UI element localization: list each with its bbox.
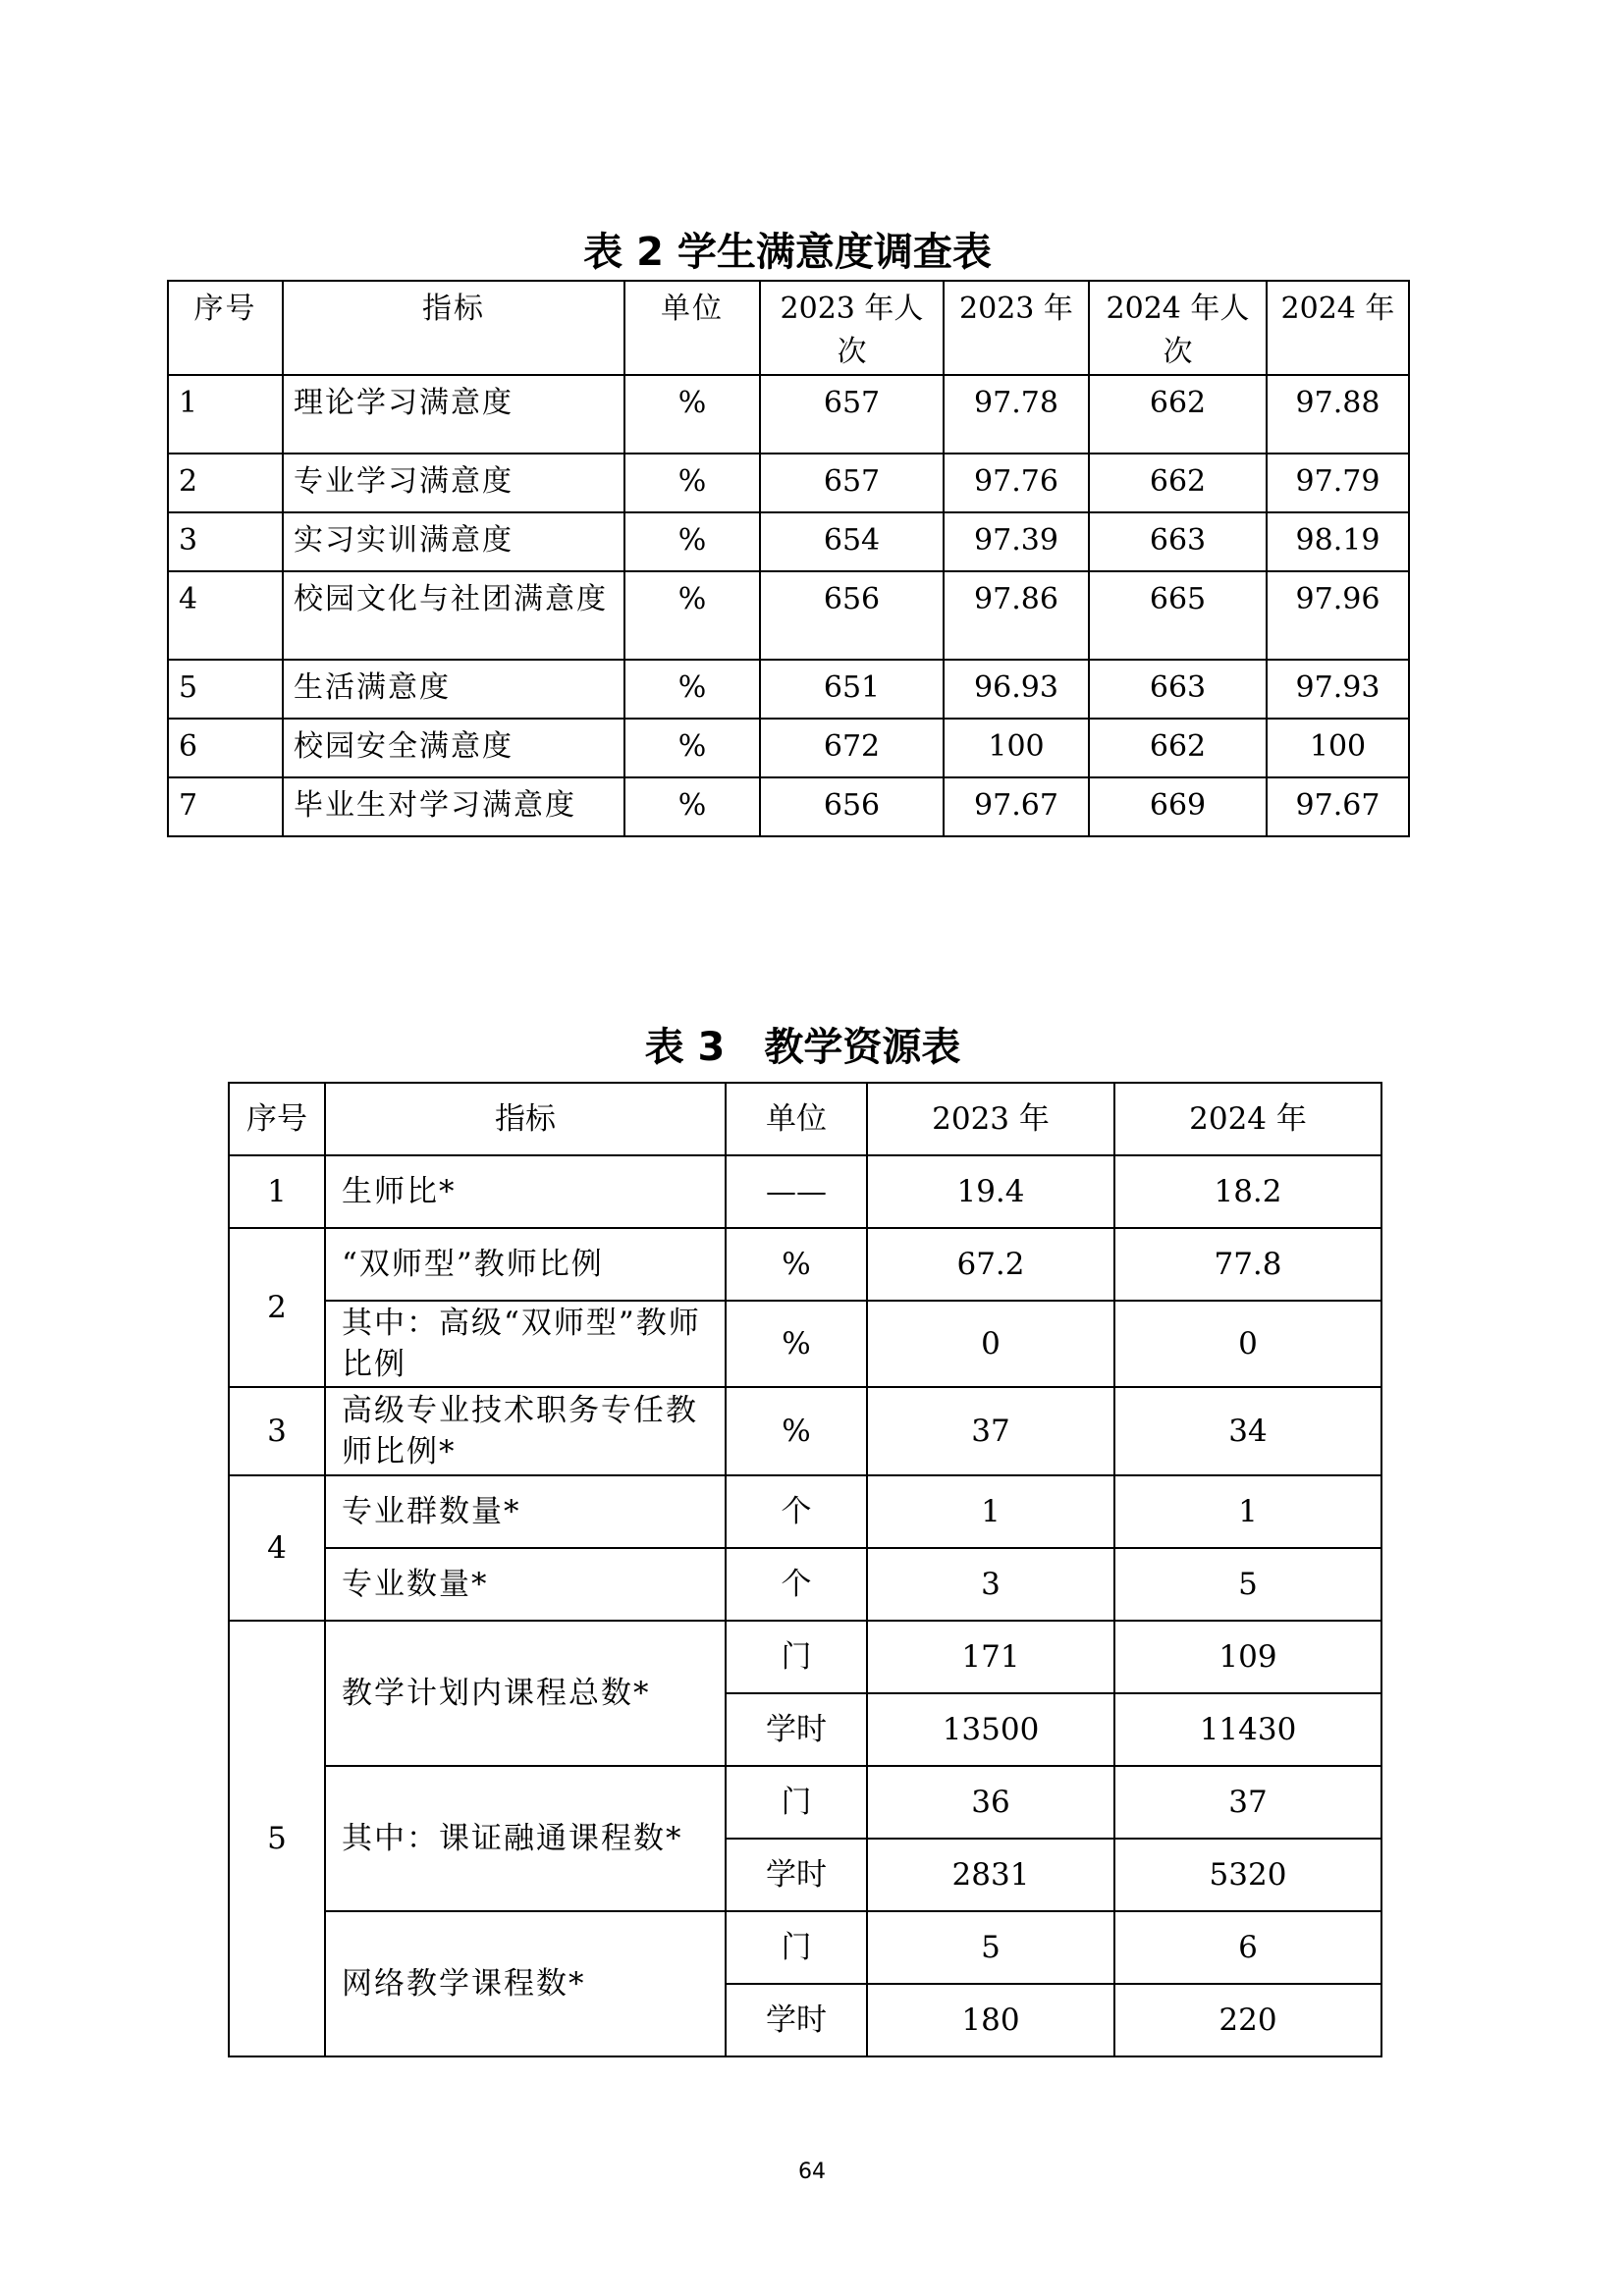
cell-indicator: 生师比* [325, 1155, 726, 1228]
cell-2023: 171 [867, 1621, 1114, 1693]
cell-unit: 门 [726, 1766, 867, 1839]
cell-2024: 1 [1114, 1475, 1381, 1548]
header-cell: 指标 [325, 1083, 726, 1155]
cell-indicator: 教学计划内课程总数* [325, 1621, 726, 1766]
cell-indicator: 理论学习满意度 [283, 375, 624, 454]
cell-2024: 5320 [1114, 1839, 1381, 1911]
table3-title: 表 3 教学资源表 [644, 1025, 961, 1070]
cell-2023: 19.4 [867, 1155, 1114, 1228]
cell-2023: 2831 [867, 1839, 1114, 1911]
cell-no: 3 [168, 512, 283, 571]
cell-no: 3 [229, 1387, 325, 1475]
cell-no: 4 [229, 1475, 325, 1621]
cell-unit: —— [726, 1155, 867, 1228]
cell-2024-count: 662 [1089, 719, 1267, 777]
table-row [229, 1301, 1381, 1387]
cell-no: 1 [168, 375, 283, 454]
cell-2023-rate: 97.86 [944, 571, 1089, 660]
header-cell: 序号 [229, 1083, 325, 1155]
cell-2024: 5 [1114, 1548, 1381, 1621]
cell-2024-rate: 97.93 [1267, 660, 1409, 719]
cell-2024-rate: 97.79 [1267, 454, 1409, 512]
cell-unit: % [624, 454, 760, 512]
table-row [168, 454, 1409, 512]
cell-unit: 学时 [726, 1693, 867, 1766]
cell-unit: 门 [726, 1621, 867, 1693]
cell-indicator: 专业学习满意度 [283, 454, 624, 512]
cell-2024-rate: 98.19 [1267, 512, 1409, 571]
cell-indicator: “双师型”教师比例 [325, 1228, 726, 1301]
table-row [229, 1621, 1381, 1693]
cell-2023-count: 657 [760, 454, 944, 512]
cell-2023-rate: 97.39 [944, 512, 1089, 571]
cell-2023-count: 672 [760, 719, 944, 777]
cell-unit: % [624, 571, 760, 660]
header-cell: 2024 年 [1267, 281, 1409, 375]
cell-indicator: 其中：高级“双师型”教师比例 [325, 1301, 726, 1387]
cell-2023-rate: 100 [944, 719, 1089, 777]
cell-2023: 37 [867, 1387, 1114, 1475]
header-cell: 单位 [624, 281, 760, 375]
cell-2024: 0 [1114, 1301, 1381, 1387]
cell-2024-rate: 100 [1267, 719, 1409, 777]
cell-2023-rate: 97.67 [944, 777, 1089, 836]
cell-indicator: 生活满意度 [283, 660, 624, 719]
cell-no: 4 [168, 571, 283, 660]
cell-indicator: 其中：课证融通课程数* [325, 1766, 726, 1911]
cell-no: 2 [168, 454, 283, 512]
table-row [168, 571, 1409, 660]
table-row [168, 512, 1409, 571]
cell-unit: 个 [726, 1548, 867, 1621]
table-row [229, 1475, 1381, 1548]
cell-no: 1 [229, 1155, 325, 1228]
table-row [229, 1766, 1381, 1839]
cell-indicator: 专业群数量* [325, 1475, 726, 1548]
cell-indicator: 毕业生对学习满意度 [283, 777, 624, 836]
cell-no: 2 [229, 1228, 325, 1387]
table-row [229, 1387, 1381, 1475]
cell-unit: % [624, 777, 760, 836]
cell-unit: % [726, 1228, 867, 1301]
cell-2024-count: 662 [1089, 375, 1267, 454]
cell-2024: 37 [1114, 1766, 1381, 1839]
cell-unit: % [624, 660, 760, 719]
cell-2024-count: 662 [1089, 454, 1267, 512]
cell-unit: % [624, 512, 760, 571]
cell-2024-rate: 97.96 [1267, 571, 1409, 660]
table-row [168, 660, 1409, 719]
header-cell: 2024 年人次 [1089, 281, 1267, 375]
cell-2023-count: 651 [760, 660, 944, 719]
table-row [229, 1911, 1381, 1984]
cell-2023: 0 [867, 1301, 1114, 1387]
cell-2023: 3 [867, 1548, 1114, 1621]
student-satisfaction-table [167, 280, 1410, 837]
table-row [229, 1228, 1381, 1301]
header-cell: 2023 年人次 [760, 281, 944, 375]
table-header-row [229, 1083, 1381, 1155]
cell-2023-count: 656 [760, 777, 944, 836]
teaching-resources-table [228, 1082, 1382, 2057]
cell-2024: 18.2 [1114, 1155, 1381, 1228]
cell-2024: 6 [1114, 1911, 1381, 1984]
cell-indicator: 实习实训满意度 [283, 512, 624, 571]
cell-indicator: 网络教学课程数* [325, 1911, 726, 2056]
cell-2024-count: 669 [1089, 777, 1267, 836]
table-row [168, 719, 1409, 777]
cell-2024-count: 665 [1089, 571, 1267, 660]
cell-unit: % [726, 1301, 867, 1387]
cell-unit: % [624, 719, 760, 777]
cell-no: 6 [168, 719, 283, 777]
cell-2023: 67.2 [867, 1228, 1114, 1301]
table-row [168, 375, 1409, 454]
table-header-row [168, 281, 1409, 375]
cell-unit: 学时 [726, 1984, 867, 2056]
cell-2023-count: 657 [760, 375, 944, 454]
cell-unit: 门 [726, 1911, 867, 1984]
cell-no: 5 [168, 660, 283, 719]
table2-title: 表 2 学生满意度调查表 [583, 230, 992, 275]
header-cell: 序号 [168, 281, 283, 375]
cell-2023-count: 656 [760, 571, 944, 660]
cell-2024-count: 663 [1089, 660, 1267, 719]
header-cell: 指标 [283, 281, 624, 375]
page-number: 64 [798, 2160, 826, 2184]
cell-indicator: 专业数量* [325, 1548, 726, 1621]
cell-2023: 13500 [867, 1693, 1114, 1766]
header-cell: 单位 [726, 1083, 867, 1155]
cell-2024-rate: 97.67 [1267, 777, 1409, 836]
cell-2023: 5 [867, 1911, 1114, 1984]
cell-2023: 36 [867, 1766, 1114, 1839]
table-row [229, 1548, 1381, 1621]
table-row [229, 1155, 1381, 1228]
header-cell: 2024 年 [1114, 1083, 1381, 1155]
cell-2024: 77.8 [1114, 1228, 1381, 1301]
cell-2023-rate: 96.93 [944, 660, 1089, 719]
table-row [168, 777, 1409, 836]
cell-2024: 11430 [1114, 1693, 1381, 1766]
cell-unit: % [624, 375, 760, 454]
cell-indicator: 高级专业技术职务专任教师比例* [325, 1387, 726, 1475]
header-cell: 2023 年 [944, 281, 1089, 375]
cell-2024-count: 663 [1089, 512, 1267, 571]
cell-no: 7 [168, 777, 283, 836]
cell-indicator: 校园安全满意度 [283, 719, 624, 777]
cell-2024: 34 [1114, 1387, 1381, 1475]
cell-2024: 109 [1114, 1621, 1381, 1693]
header-cell: 2023 年 [867, 1083, 1114, 1155]
cell-indicator: 校园文化与社团满意度 [283, 571, 624, 660]
cell-2023-rate: 97.76 [944, 454, 1089, 512]
cell-2023-count: 654 [760, 512, 944, 571]
cell-2023-rate: 97.78 [944, 375, 1089, 454]
cell-unit: % [726, 1387, 867, 1475]
cell-2023: 1 [867, 1475, 1114, 1548]
cell-no: 5 [229, 1621, 325, 2056]
cell-2023: 180 [867, 1984, 1114, 2056]
cell-2024: 220 [1114, 1984, 1381, 2056]
cell-unit: 学时 [726, 1839, 867, 1911]
cell-unit: 个 [726, 1475, 867, 1548]
cell-2024-rate: 97.88 [1267, 375, 1409, 454]
